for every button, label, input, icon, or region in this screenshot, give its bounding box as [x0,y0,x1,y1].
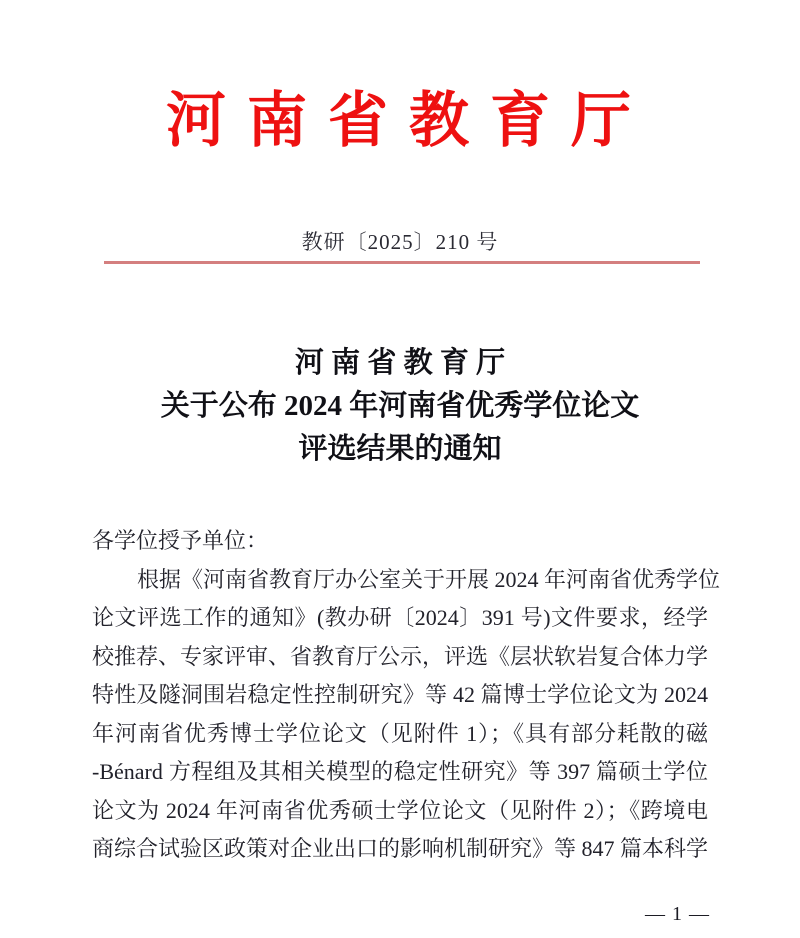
agency-masthead-title: 河 南 省 教 育 厅 [166,88,634,154]
body-line: 特性及隧洞围岩稳定性控制研究》等 42 篇博士学位论文为 2024 [92,682,708,707]
notice-title-line-2: 关于公布 2024 年河南省优秀学位论文 [160,390,640,422]
red-divider-line [104,261,700,264]
body-line: -Bénard 方程组及其相关模型的稳定性研究》等 397 篇硕士学位 [92,759,708,784]
notice-title [0,342,800,471]
salutation-line: 各学位授予单位： [92,528,269,553]
notice-title-line-1: 河 南 省 教 育 厅 [294,347,506,379]
body-line: 校推荐、专家评审、省教育厅公示，评选《层状软岩复合体力学 [92,643,709,669]
body-line: 商综合试验区政策对企业出口的影响机制研究》等 847 篇本科学 [92,836,709,861]
body-line: 年河南省优秀博士学位论文（见附件 1）；《具有部分耗散的磁 [92,720,708,746]
body-line: 论文评选工作的通知》(教办研〔2024〕391 号)文件要求，经学 [92,605,708,630]
notice-title-line-3: 评选结果的通知 [298,433,502,465]
body-line: 根据《河南省教育厅办公室关于开展 2024 年河南省优秀学位 [137,566,721,592]
document-number: 教研〔2025〕210 号 [301,230,499,254]
page-number: — 1 — [645,903,710,925]
body-line: 论文为 2024 年河南省优秀硕士学位论文（见附件 2）；《跨境电 [92,797,708,823]
notice-body [92,522,721,869]
